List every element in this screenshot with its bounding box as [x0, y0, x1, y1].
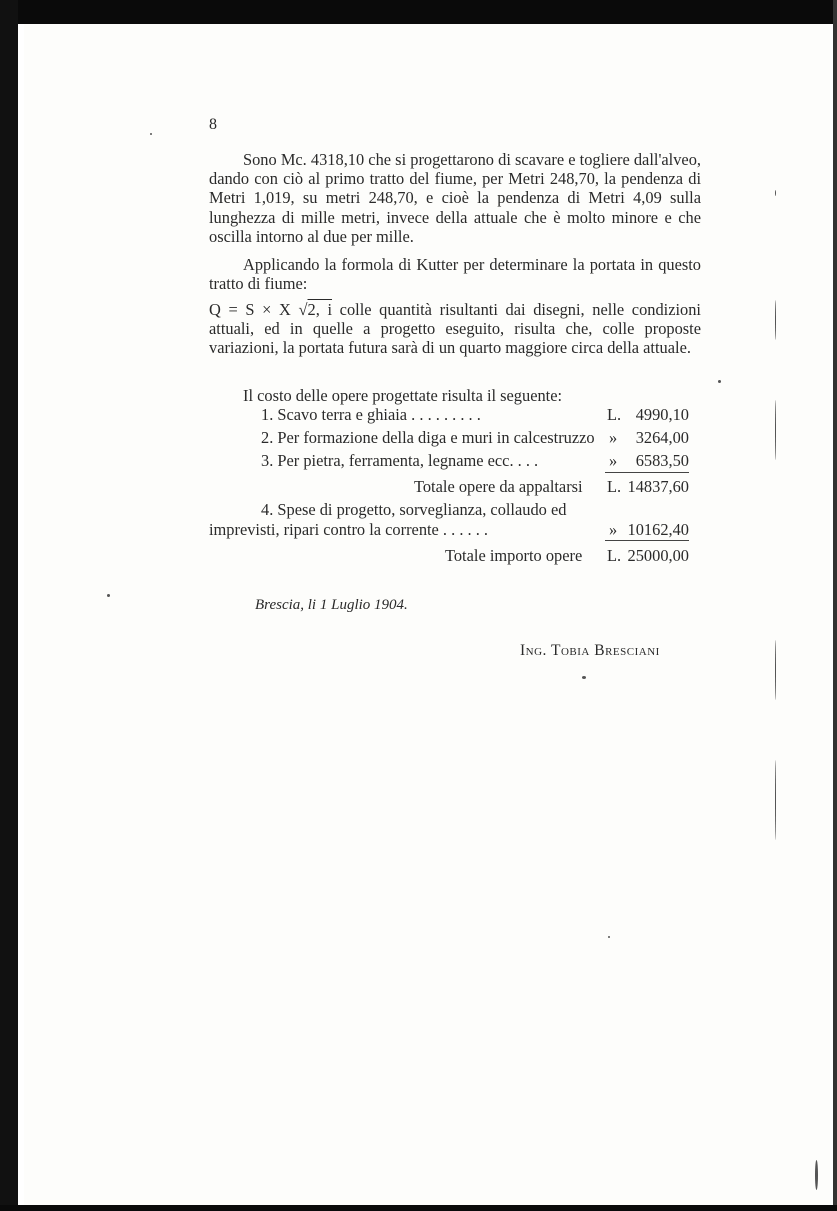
scan-speck [775, 400, 776, 460]
cost-row-2 [209, 428, 689, 448]
scan-border-right [833, 0, 837, 1211]
scan-border-bottom [0, 1205, 837, 1211]
total-label: Totale importo opere [445, 546, 583, 565]
cost-label: 2. Per formazione della diga e muri in calcestruzzo [261, 428, 595, 447]
cost-label: 1. Scavo terra e ghiaia . . . . . . . . . [261, 405, 481, 424]
cost-amount: 3264,00 [635, 428, 689, 447]
scan-border-top [0, 0, 837, 24]
scan-speck [775, 190, 776, 196]
cost-currency: » [609, 428, 618, 447]
cost-amount: 6583,50 [635, 451, 689, 470]
formula-explanation: colle quantità risultanti dai disegni, nelle condizioni attuali, ed in quelle a progetto eseguito, risulta che, colle proposte variazioni, la portata futura sarà di un quarto maggiore circa della attuale. [209, 300, 701, 358]
scan-speck [775, 300, 776, 340]
place-date: Brescia, li 1 Luglio 1904. [255, 597, 408, 613]
cost-row-subtotal [209, 477, 689, 497]
cost-amount: 14837,60 [627, 477, 689, 496]
cost-currency: L. [607, 477, 622, 496]
scan-speck [608, 936, 610, 938]
cost-amount: 10162,40 [627, 520, 689, 539]
cost-currency: L. [607, 405, 622, 424]
cost-row-total [209, 546, 689, 566]
cost-label: imprevisti, ripari contro la corrente . . . . . . [209, 520, 489, 539]
cost-row-3 [209, 451, 689, 471]
cost-currency: » [609, 520, 618, 539]
paragraph-kutter: Applicando la formola di Kutter per determinare la portata in questo tratto di fiume: [209, 255, 701, 294]
cost-row-4b [209, 520, 689, 540]
cost-label: 4. Spese di progetto, sorveglianza, collaudo ed [261, 500, 567, 519]
author-signature: Ing. Tobia Bresciani [520, 642, 660, 659]
cost-amount: 25000,00 [627, 546, 689, 565]
subtotal-label: Totale opere da appaltarsi [414, 477, 583, 496]
scan-speck [775, 640, 776, 700]
scan-speck [107, 594, 110, 597]
scan-speck [150, 133, 152, 135]
cost-row-1 [209, 405, 689, 425]
cost-amount: 4990,10 [635, 405, 689, 424]
scan-speck [582, 676, 586, 679]
cost-label: 3. Per pietra, ferramenta, legname ecc. . . . [261, 451, 539, 470]
cost-currency: L. [607, 546, 622, 565]
page-number: 8 [209, 116, 217, 133]
scan-border-left [0, 0, 18, 1211]
paragraph-excavation: Sono Mc. 4318,10 che si progettarono di scavare e togliere dall'alveo, dando con ciò al primo tratto del fiume, per Metri 248,70, la pendenza di Metri 1,019, su metri 248,70, e cioè la pendenza di Metri 4,09 sulla lunghezza di mille metri, invece della attuale che è molto minore e che oscilla intorno al due per mille. [209, 150, 701, 246]
total-rule [605, 540, 689, 541]
paragraph-cost-intro: Il costo delle opere progettate risulta il seguente: [243, 386, 563, 405]
scan-speck [718, 380, 721, 383]
scan-speck [815, 1160, 818, 1190]
formula: Q = S × X √ [209, 300, 308, 319]
paragraph-formula [209, 300, 701, 358]
cost-currency: » [609, 451, 618, 470]
subtotal-rule [605, 472, 689, 473]
formula-radicand: 2, i [307, 300, 333, 319]
cost-row-4a [209, 500, 689, 520]
scan-speck [775, 760, 776, 840]
